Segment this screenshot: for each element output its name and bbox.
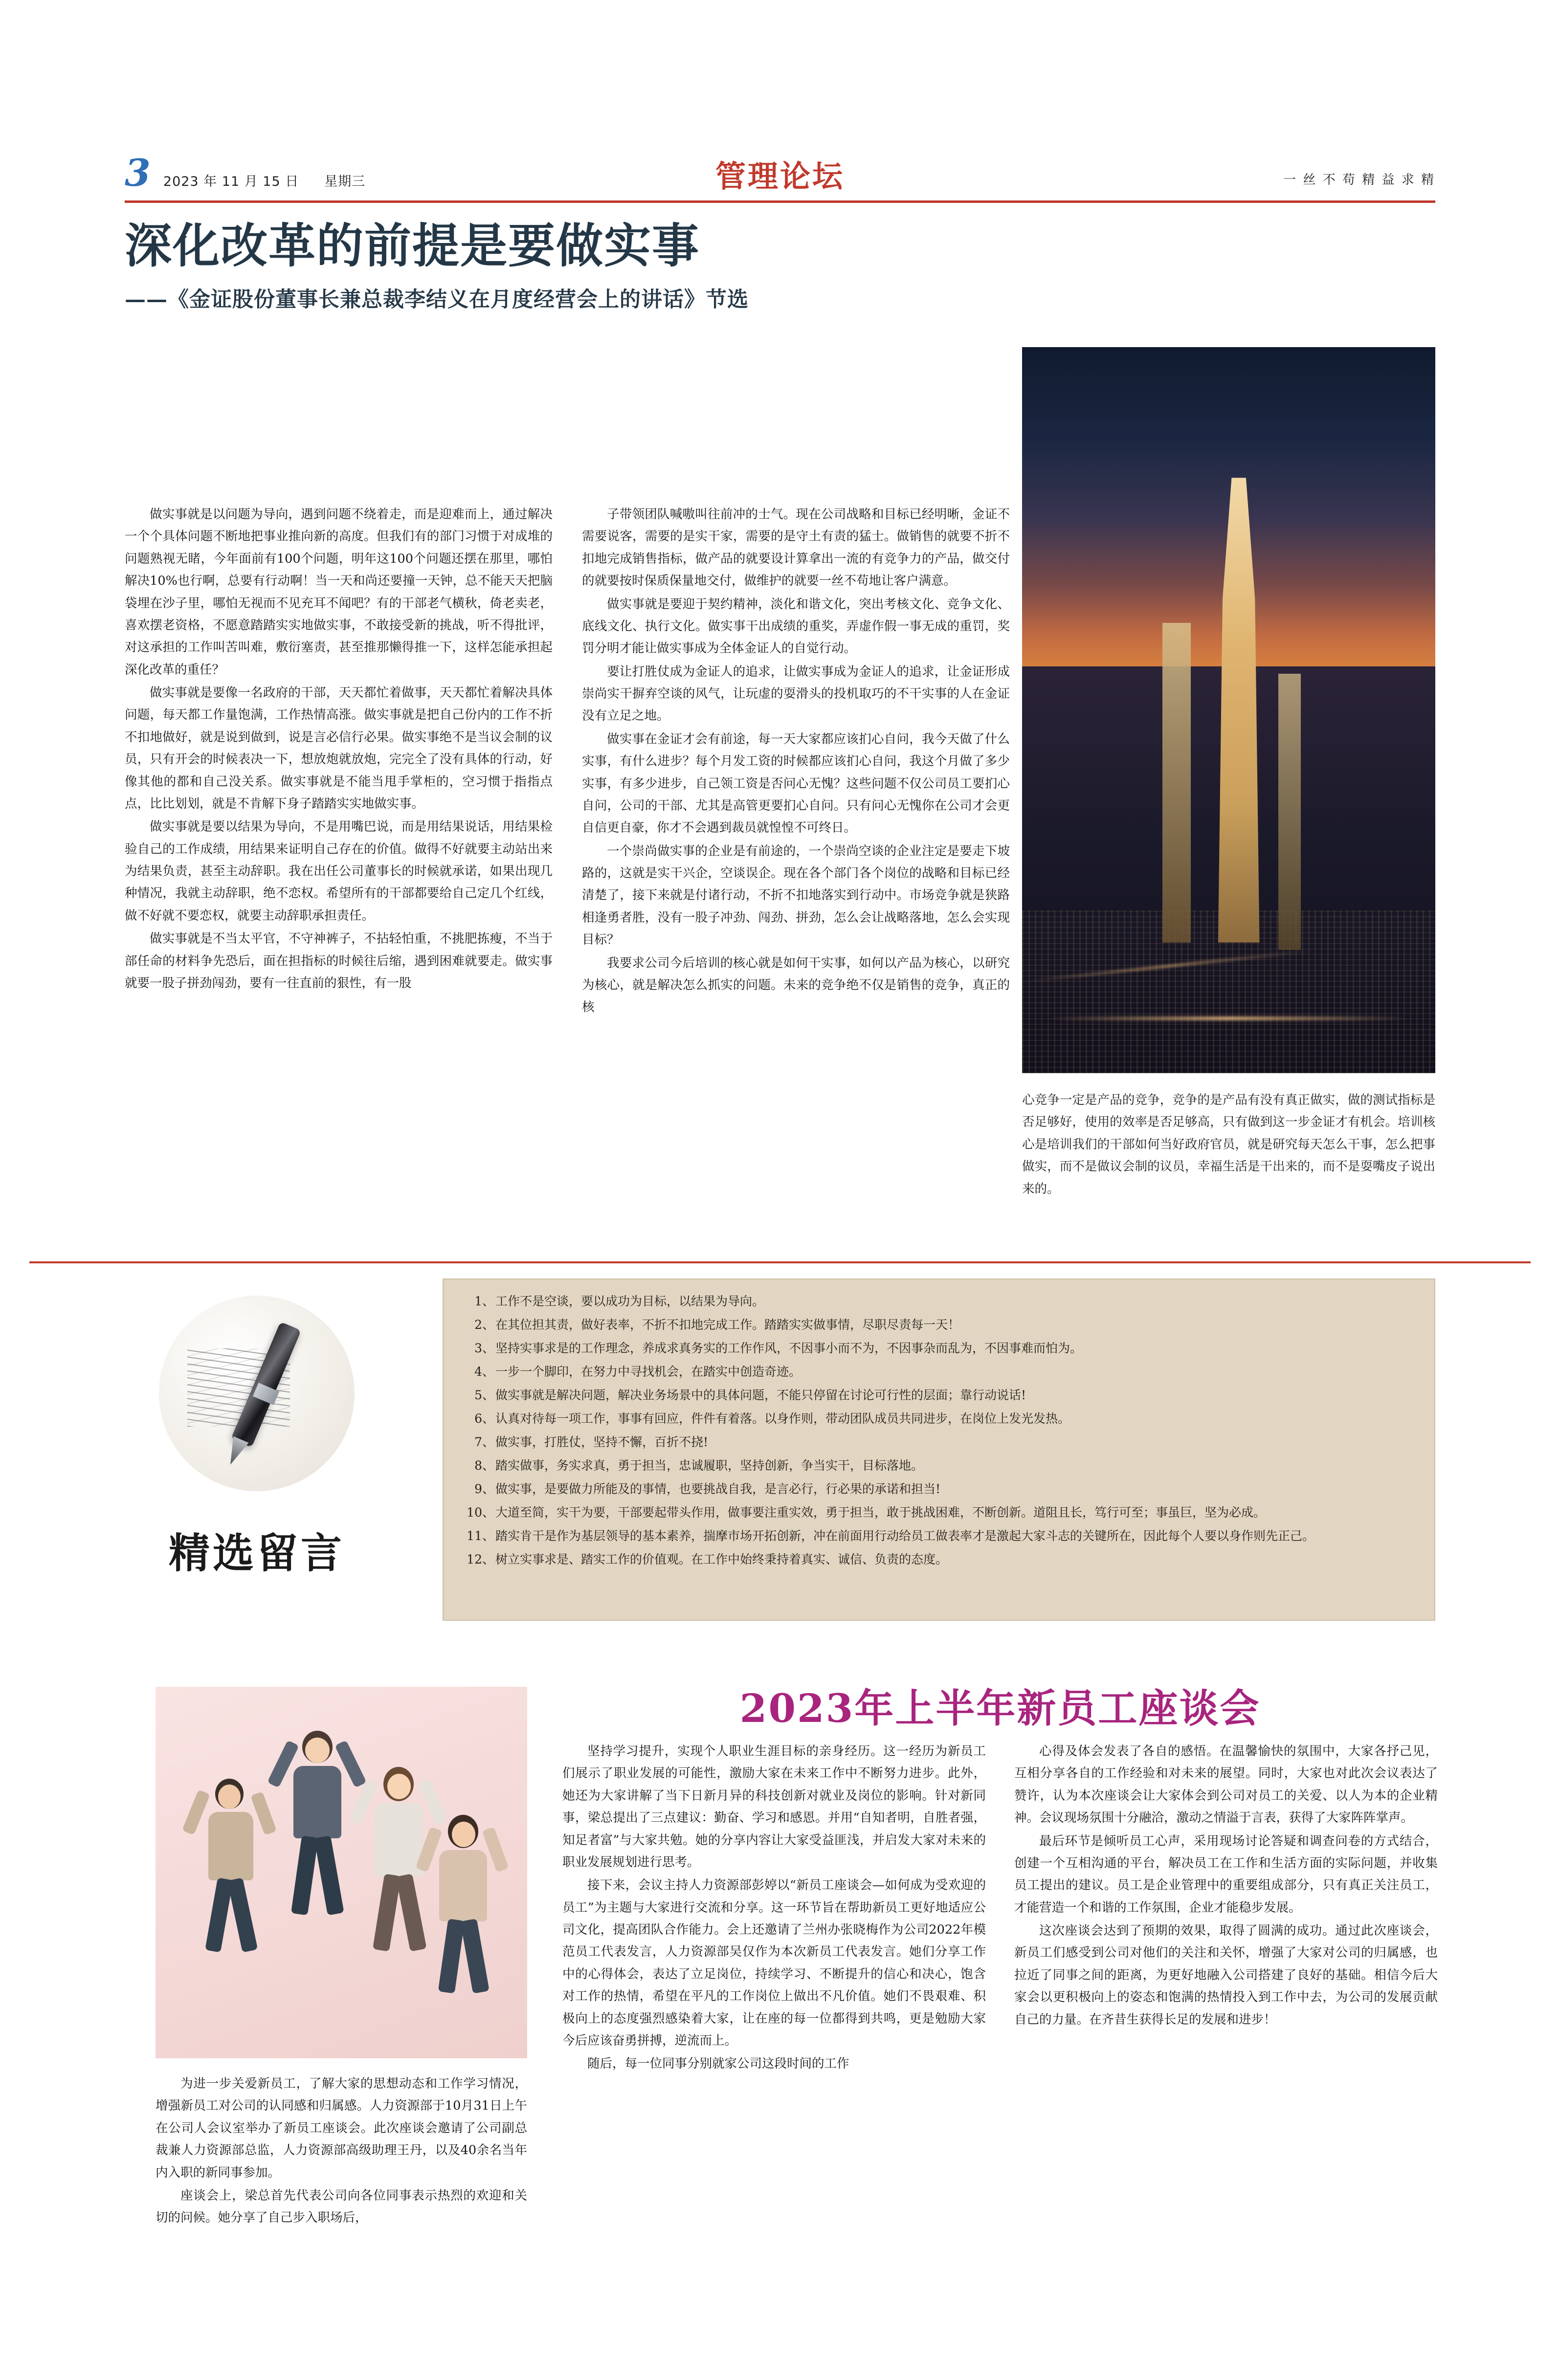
city-skyline-photo	[1022, 347, 1435, 1073]
masthead-left	[125, 151, 496, 200]
article-column-1	[125, 504, 553, 1020]
paragraph: 心得及体会发表了各自的感悟。在温馨愉快的氛围中，大家各抒己见，互相分享各自的工作经验和对未来的展望。同时，大家也对此次会议表达了赞许，认为本次座谈会让大家体会到公司对员工的关爱、以人为本的企业精神。会议现场氛围十分融洽，激动之情溢于言表，获得了大家阵阵掌声。	[1014, 1744, 1438, 1826]
paragraph: 做实事就是要像一名政府的干部，天天都忙着做事，天天都忙着解决具体问题，每天都工作量饱满，工作热情高涨。做实事就是把自己份内的工作不折不扣地做好，就是说到做到，说是言必信行必果。做实事绝不是当议会制的议员，只有开会的时候表决一下，想放炮就放炮，完完全了没有具体的行动，好像其他的都和自己没关系。做实事就是不能当甩手掌柜的，空习惯于指指点点，比比划划，就是不肯解下身子踏踏实实地做实事。	[125, 685, 553, 811]
newspaper-page	[0, 127, 1560, 2380]
list-item: 大道至简，实干为要，干部要起带头作用，做事要注重实效，勇于担当，敢于挑战困难，不断创新。道阻且长，笃行可至；事虽巨，坚为必成。	[495, 1505, 1266, 1520]
article2-photo-caption	[156, 2073, 527, 2230]
photo-tertiary-tower	[1278, 674, 1301, 949]
paragraph: 做实事在金证才会有前途，每一天大家都应该扪心自问，我今天做了什么实事，有什么进步？每个月发工资的时候都应该扪心自问，我这个月做了多少实事，有多少进步，自己领工资是否问心无愧？这些问题不仅公司员工要扪心自问，公司的干部、尤其是高管更要扪心自问。只有问心无愧你在公司才会更自信更自豪，你才不会遇到裁员就惶惶不可终日。	[582, 731, 1010, 836]
paragraph: 做实事就是要以结果为导向，不是用嘴巴说，而是用结果说话，用结果检验自己的工作成绩，用结果来证明自己存在的价值。做得不好就要主动站出来为结果负责，甚至主动辞职。我在出任公司董事长的时候就承诺，如果出现几种情况，我就主动辞职，绝不恋权。希望所有的干部都要给自己定几个红线，做不好就不要恋权，就要主动辞职承担责任。	[125, 819, 553, 923]
person-torso	[293, 1766, 341, 1838]
paragraph: 座谈会上，梁总首先代表公司向各位同事表示热烈的欢迎和关切的问候。她分享了自己步入职场后，	[156, 2188, 527, 2226]
person-torso	[208, 1812, 253, 1880]
article2-body	[562, 1741, 1438, 2076]
photo-secondary-tower	[1162, 623, 1191, 942]
paragraph: 要让打胜仗成为金证人的追求，让做实事成为金证人的追求，让金证形成崇尚实干摒弃空谈的风气，让玩虚的耍滑头的投机取巧的不干实事的人在金证没有立足之地。	[582, 664, 1010, 724]
article2-column-2	[1014, 1741, 1438, 2076]
article-headline: 深化改革的前提是要做实事	[125, 218, 700, 273]
photo-road-glow	[1047, 1016, 1411, 1020]
paragraph: 坚持学习提升，实现个人职业生涯目标的亲身经历。这一经历为新员工们展示了职业发展的可能性，激励大家在未来工作中不断努力进步。此外，她还为大家讲解了当下日新月异的科技创新对就业及岗位的影响。针对新同事，梁总提出了三点建议：勤奋、学习和感恩。并用“自知者明，自胜者强，知足者富”与大家共勉。她的分享内容让大家受益匪浅，并启发大家对未来的职业发展规划进行思考。	[562, 1744, 986, 1870]
person-face	[387, 1774, 411, 1799]
masthead-center	[496, 152, 1064, 200]
paragraph: 做实事就是要迎于契约精神，淡化和谐文化，突出考核文化、竞争文化、底线文化、执行文化。做实事干出成绩的重奖，弄虚作假一事无成的重罚，奖罚分明才能让做实事成为全体金证人的自觉行动。	[582, 596, 1010, 656]
list-item: 做实事，打胜仗，坚持不懈，百折不挠!	[495, 1435, 709, 1449]
article-column-2	[582, 504, 1010, 1020]
section-divider	[29, 1261, 1531, 1263]
person-face	[452, 1822, 475, 1847]
paragraph: 一个崇尚做实事的企业是有前途的，一个崇尚空谈的企业注定是要走下坡路的，这就是实干兴企，空谈误企。现在各个部门各个岗位的战略和目标已经清楚了，接下来就是付诸行动，不折不扣地落实到行动中。市场竞争就是狭路相逢勇者胜，没有一股子冲劲、闯劲、拼劲，怎么会让战略落地，怎么会实现目标？	[582, 843, 1010, 948]
list-item: 认真对待每一项工作，事事有回应，件件有着落。以身作则，带动团队成员共同进步，在岗位上发光发热。	[495, 1411, 1070, 1426]
person-torso	[439, 1850, 487, 1921]
messages-section-label: 精选留言	[168, 1529, 345, 1577]
person-leg-left	[373, 1873, 401, 1951]
paragraph: 随后，每一位同事分别就家公司这段时间的工作	[587, 2056, 849, 2071]
section-title: 管理论坛	[715, 158, 845, 194]
masthead	[125, 127, 1435, 203]
person-leg-left	[438, 1918, 465, 1993]
illustration-person-4	[420, 1809, 517, 2019]
article2-headline: 2023年上半年新员工座谈会	[739, 1685, 1261, 1731]
person-leg-right	[314, 1835, 344, 1915]
article-headline-block	[125, 220, 936, 313]
illustration-person-1	[185, 1770, 278, 1975]
page-number: 3	[125, 151, 151, 195]
issue-date: 2023 年 11 月 15 日	[163, 174, 299, 189]
paragraph: 我要求公司今后培训的核心就是如何干实事，如何以产品为核心，以研究为核心，就是解决怎么抓实的问题。未来的竞争绝不仅是销售的竞争，真正的核	[582, 955, 1010, 1015]
list-item: 做实事就是解决问题，解决业务场景中的具体问题，不能只停留在讨论可行性的层面；靠行动说话!	[495, 1388, 1026, 1402]
article2-column-1	[562, 1741, 986, 2076]
photo-caption: 心竞争一定是产品的竞争，竞争的是产品有没有真正做实，做的测试指标是否足够好，使用的效率是否足够高，只有做到这一步金证才有机会。培训核心是培训我们的干部如何当好政府官员，就是研究每天怎么干事，怎么把事做实，而不是做议会制的议员，幸福生活是干出来的，而不是耍嘴皮子说出来的。	[1022, 1093, 1435, 1196]
article-subheadline: ——《金证股份董事长兼总裁李结义在月度经营会上的讲话》节选	[125, 287, 749, 312]
person-arm-left	[415, 1827, 442, 1872]
list-item: 踏实做事，务实求真，勇于担当，忠诚履职，坚持创新，争当实干，目标落地。	[495, 1458, 924, 1473]
person-leg-right	[460, 1918, 490, 1994]
person-arm-left	[182, 1789, 210, 1835]
issue-weekday: 星期三	[324, 174, 366, 189]
paragraph: 子带领团队喊嗷叫往前冲的士气。现在公司战略和目标已经明晰，金证不需要说客，需要的是实干家，需要的是守土有责的猛士。做销售的就要不折不扣地完成销售指标，做产品的就要设计算拿出一流的有竞争力的产品，做交付的就要按时保质保量地交付，做维护的就要一丝不苟地让客户满意。	[582, 507, 1010, 589]
paragraph: 这次座谈会达到了预期的效果，取得了圆满的成功。通过此次座谈会，新员工们感受到公司对他们的关注和关怀，增强了大家对公司的归属感，也拉近了同事之间的距离，为更好地融入公司搭建了良好的基础。相信今后大家会以更积极向上的姿态和饱满的热情投入到工作中去，为公司的发展贡献自己的力量。在齐昔生获得长足的发展和进步！	[1014, 1923, 1438, 2027]
list-item: 踏实肯干是作为基层领导的基本素养，揣摩市场开拓创新，冲在前面用行动给员工做表率才是激起大家斗志的关键所在，因此每个人要以身作则先正己。	[495, 1529, 1315, 1543]
masthead-slogan: 一 丝 不 苟 精 益 求 精	[1283, 173, 1435, 187]
paragraph: 接下来，会议主持人力资源部彭婷以“新员工座谈会—如何成为受欢迎的员工”为主题与大家进行交流和分享。这一环节旨在帮助新员工更好地适应公司文化，提高团队合作能力。会上还邀请了兰州办张晓梅作为公司2022年模范员工代表发言，人力资源部吴仅作为本次新员工代表发言。她们分享工作中的心得体会，表达了立足岗位，持续学习、不断提升的信心和决心，饱含对工作的热情，希望在平凡的工作岗位上做出不凡价值。她们不畏艰难、积极向上的态度强烈感染着大家，让在座的每一位都得到共鸣，更是勉励大家今后应该奋勇拼搏，逆流而上。	[562, 1878, 986, 2048]
list-item: 坚持实事求是的工作理念，养成求真务实的工作作风，不因事小而不为，不因事杂而乱为，不因事难而怕为。	[495, 1341, 1083, 1355]
list-item: 一步一个脚印，在努力中寻找机会，在踏实中创造奇迹。	[495, 1365, 802, 1379]
person-face	[218, 1785, 241, 1809]
list-item: 工作不是空谈，要以成功为目标，以结果为导向。	[495, 1294, 765, 1308]
list-item: 做实事，是要做力所能及的事情，也要挑战自我，是言必行，行必果的承诺和担当!	[495, 1482, 941, 1496]
messages-list	[460, 1292, 1415, 1569]
paragraph: 为进一步关爱新员工，了解大家的思想动态和工作学习情况，增强新员工对公司的认同感和归属感。人力资源部于10月31日上午在公司人会议室举办了新员工座谈会。此次座谈会邀请了公司副总裁兼人力资源部总监，人力资源部高级助理王丹，以及40余名当年内入职的新同事参加。	[156, 2076, 527, 2180]
person-leg-left	[291, 1835, 318, 1915]
person-arm-left	[348, 1779, 378, 1826]
person-face	[305, 1738, 330, 1763]
new-employee-illustration	[156, 1687, 527, 2058]
paragraph: 做实事就是以问题为导向，遇到问题不绕着走，而是迎难而上，通过解决一个个具体问题不断地把事业推向新的高度。但我们有的部门习惯于对成堆的问题熟视无睹，今年面前有100个问题，明年这100个问题还摆在那里，哪怕解决10%也行啊，总要有行动啊！当一天和尚还要撞一天钟，总不能天天把脑袋埋在沙子里，哪怕无视而不见充耳不闻吧？有的干部老气横秋，倚老卖老，喜欢摆老资格，不愿意踏踏实实地做实事，不敢接受新的挑战，听不得批评，对这承担的工作叫苦叫难，敷衍塞责，甚至推那懒得推一下，这样怎能承担起深化改革的重任？	[125, 507, 553, 677]
paragraph: 最后环节是倾听员工心声，采用现场讨论答疑和调查问卷的方式结合，创建一个互相沟通的平台，解决员工在工作和生活方面的实际问题，并收集员工提出的建议。员工是企业管理中的重要组成部分，只有真正关注员工，才能营造一个和谐的工作氛围，企业才能稳步发展。	[1014, 1833, 1438, 1915]
list-item: 树立实事求是、踏实工作的价值观。在工作中始终秉持着真实、诚信、负责的态度。	[495, 1552, 948, 1566]
article-body	[125, 504, 1010, 1020]
paragraph: 做实事就是不当太平官，不守神裤子，不拈轻怕重，不挑肥拣瘦，不当于部任命的材料争先恐后，面在担指标的时候往后缩，遇到困难就要走。做实事就要一股子拼劲闯劲，要有一往直前的狠性，有一股	[125, 931, 553, 991]
pen-writing-photo	[159, 1296, 355, 1491]
person-leg-right	[227, 1877, 258, 1952]
list-item: 在其位担其责，做好表率，不折不扣地完成工作。踏踏实实做事情，尽职尽责每一天！	[495, 1318, 960, 1332]
selected-messages-box	[443, 1278, 1435, 1621]
